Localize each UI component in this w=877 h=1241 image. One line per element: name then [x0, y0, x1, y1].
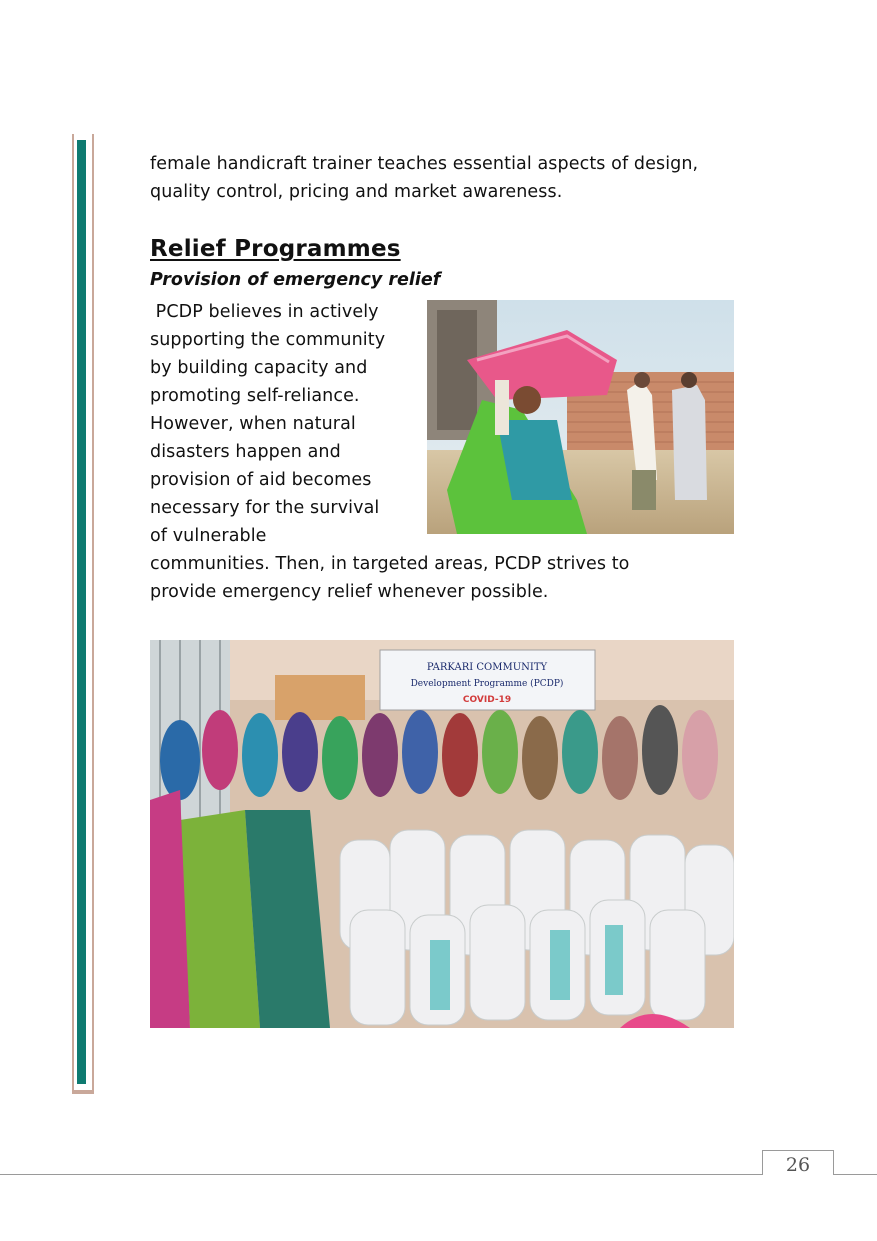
text-line: promoting self-reliance. [150, 386, 360, 406]
text-line: provide emergency relief whenever possible. [150, 582, 549, 602]
text-line: quality control, pricing and market awareness. [150, 182, 563, 202]
text-line: female handicraft trainer teaches essential aspects of design, [150, 154, 699, 174]
relief-paragraph-wrapped [150, 298, 400, 550]
banner-line-1: PARKARI COMMUNITY [426, 662, 548, 673]
relief-paragraph-continued [150, 550, 750, 606]
relief-photo-group-distribution [150, 640, 734, 1028]
banner-line-2: Development Programme (PCDP) [410, 679, 564, 689]
page-number: 26 [762, 1150, 834, 1175]
section-subheading: Provision of emergency relief [150, 270, 441, 290]
section-heading: Relief Programmes [150, 236, 401, 262]
text-line: provision of aid becomes [150, 470, 372, 490]
text-line: communities. Then, in targeted areas, PCDP strives to [150, 554, 630, 574]
text-line: necessary for the survival [150, 498, 380, 518]
text-line: of vulnerable [150, 526, 267, 546]
text-line: supporting the community [150, 330, 386, 350]
banner-line-3: COVID-19 [462, 695, 512, 705]
text-line: However, when natural [150, 414, 356, 434]
text-line: by building capacity and [150, 358, 368, 378]
relief-photo-woman-carrying-bag [427, 300, 734, 534]
sidebar-accent-bar [77, 140, 86, 1084]
intro-paragraph [150, 150, 750, 206]
text-line: PCDP believes in actively [150, 302, 379, 322]
footer-rule [0, 1174, 877, 1175]
text-line: disasters happen and [150, 442, 341, 462]
